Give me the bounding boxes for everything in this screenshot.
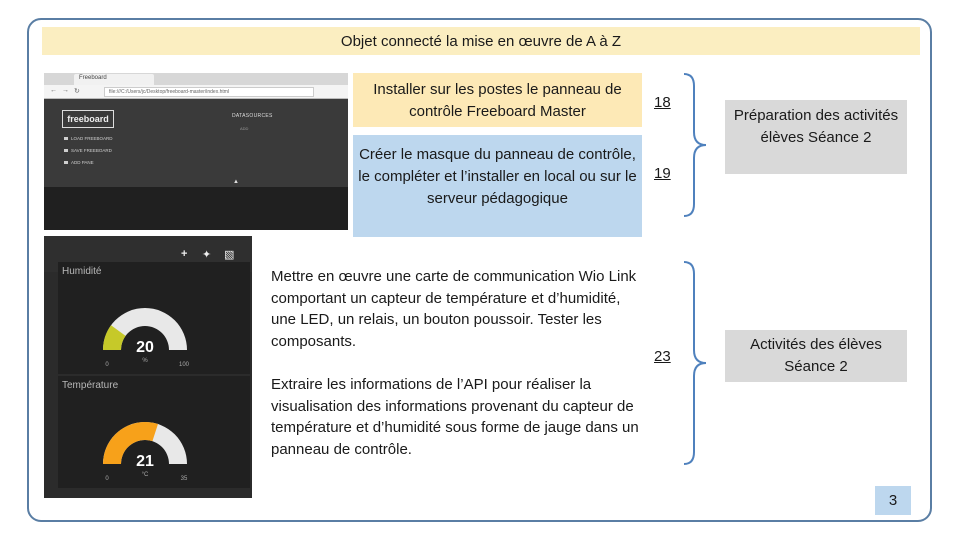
- gauge-min: 0: [105, 362, 109, 368]
- gauge-value: 20: [136, 339, 154, 356]
- panel-label: Humidité: [62, 266, 102, 277]
- datasources-add-link[interactable]: ADD: [240, 126, 249, 131]
- right-brace-upper: [680, 72, 710, 218]
- panel-label: Température: [62, 380, 119, 391]
- page-number: 3: [875, 486, 911, 515]
- browser-tab[interactable]: Freeboard: [74, 74, 154, 85]
- menu-label: LOAD FREEBOARD: [71, 136, 113, 141]
- reload-icon[interactable]: ↻: [74, 88, 80, 95]
- trash-icon[interactable]: ▧: [224, 249, 235, 261]
- temperature-gauge: [58, 376, 250, 488]
- freeboard-canvas: [44, 187, 348, 230]
- plus-icon: [64, 161, 68, 164]
- activity-preparation: Préparation des activités élèves Séance 2: [725, 100, 907, 174]
- menu-save-freeboard[interactable]: [64, 148, 112, 153]
- plus-icon[interactable]: +: [181, 248, 188, 260]
- freeboard-logo: freeboard: [62, 110, 114, 128]
- menu-label: ADD PANE: [71, 160, 94, 165]
- folder-icon: [64, 137, 68, 140]
- humidity-gauge: [58, 262, 250, 374]
- gauge-unit: %: [142, 358, 148, 364]
- chevron-up-icon[interactable]: ▲: [230, 178, 242, 186]
- gauge-unit: °C: [141, 472, 149, 478]
- task-create: Créer le masque du panneau de contrôle, le compléter et l’installer en local ou sur le serveur pédagogique: [353, 135, 642, 237]
- freeboard-header: [44, 99, 348, 187]
- gauges-screenshot: [44, 236, 252, 498]
- menu-load-freeboard[interactable]: [64, 136, 113, 141]
- task-wio: Mettre en œuvre une carte de communication Wio Link comportant un capteur de température et d’humidité, une LED, un relais, un bouton poussoir. Tester les composants.: [271, 268, 637, 350]
- right-brace-lower: [680, 260, 710, 466]
- browser-tab-strip: [44, 73, 348, 85]
- download-icon: [64, 149, 68, 152]
- gauge-max: 35: [180, 476, 188, 482]
- browser-address-bar: [44, 85, 348, 99]
- ref-link-19[interactable]: 19: [654, 165, 671, 182]
- url-input[interactable]: file:///C:/Users/jc/Desktop/freeboard-master/index.html: [104, 87, 314, 97]
- gauge-value: 21: [136, 453, 154, 470]
- ref-link-18[interactable]: 18: [654, 94, 671, 111]
- task-install: Installer sur les postes le panneau de contrôle Freeboard Master: [353, 73, 642, 127]
- slide-title: Objet connecté la mise en œuvre de A à Z: [42, 27, 920, 55]
- ref-link-23[interactable]: 23: [654, 348, 671, 365]
- activity-eleves: Activités des élèves Séance 2: [725, 330, 907, 382]
- gauge-min: 0: [105, 476, 109, 482]
- task-api: Extraire les informations de l’API pour réaliser la visualisation des informations provenant du capteur de température et d’humidité sous forme de jauge dans un panneau de contrôle.: [271, 376, 639, 458]
- menu-add-pane[interactable]: [64, 160, 94, 165]
- back-icon[interactable]: ←: [50, 87, 57, 94]
- gauge-max: 100: [178, 362, 190, 368]
- menu-label: SAVE FREEBOARD: [71, 148, 112, 153]
- temperature-panel: [58, 376, 250, 488]
- freeboard-screenshot: [44, 73, 348, 230]
- wrench-icon[interactable]: ✦: [202, 249, 212, 261]
- forward-icon[interactable]: →: [62, 87, 69, 94]
- datasources-heading: DATASOURCES: [232, 113, 273, 119]
- humidity-panel: [58, 262, 250, 374]
